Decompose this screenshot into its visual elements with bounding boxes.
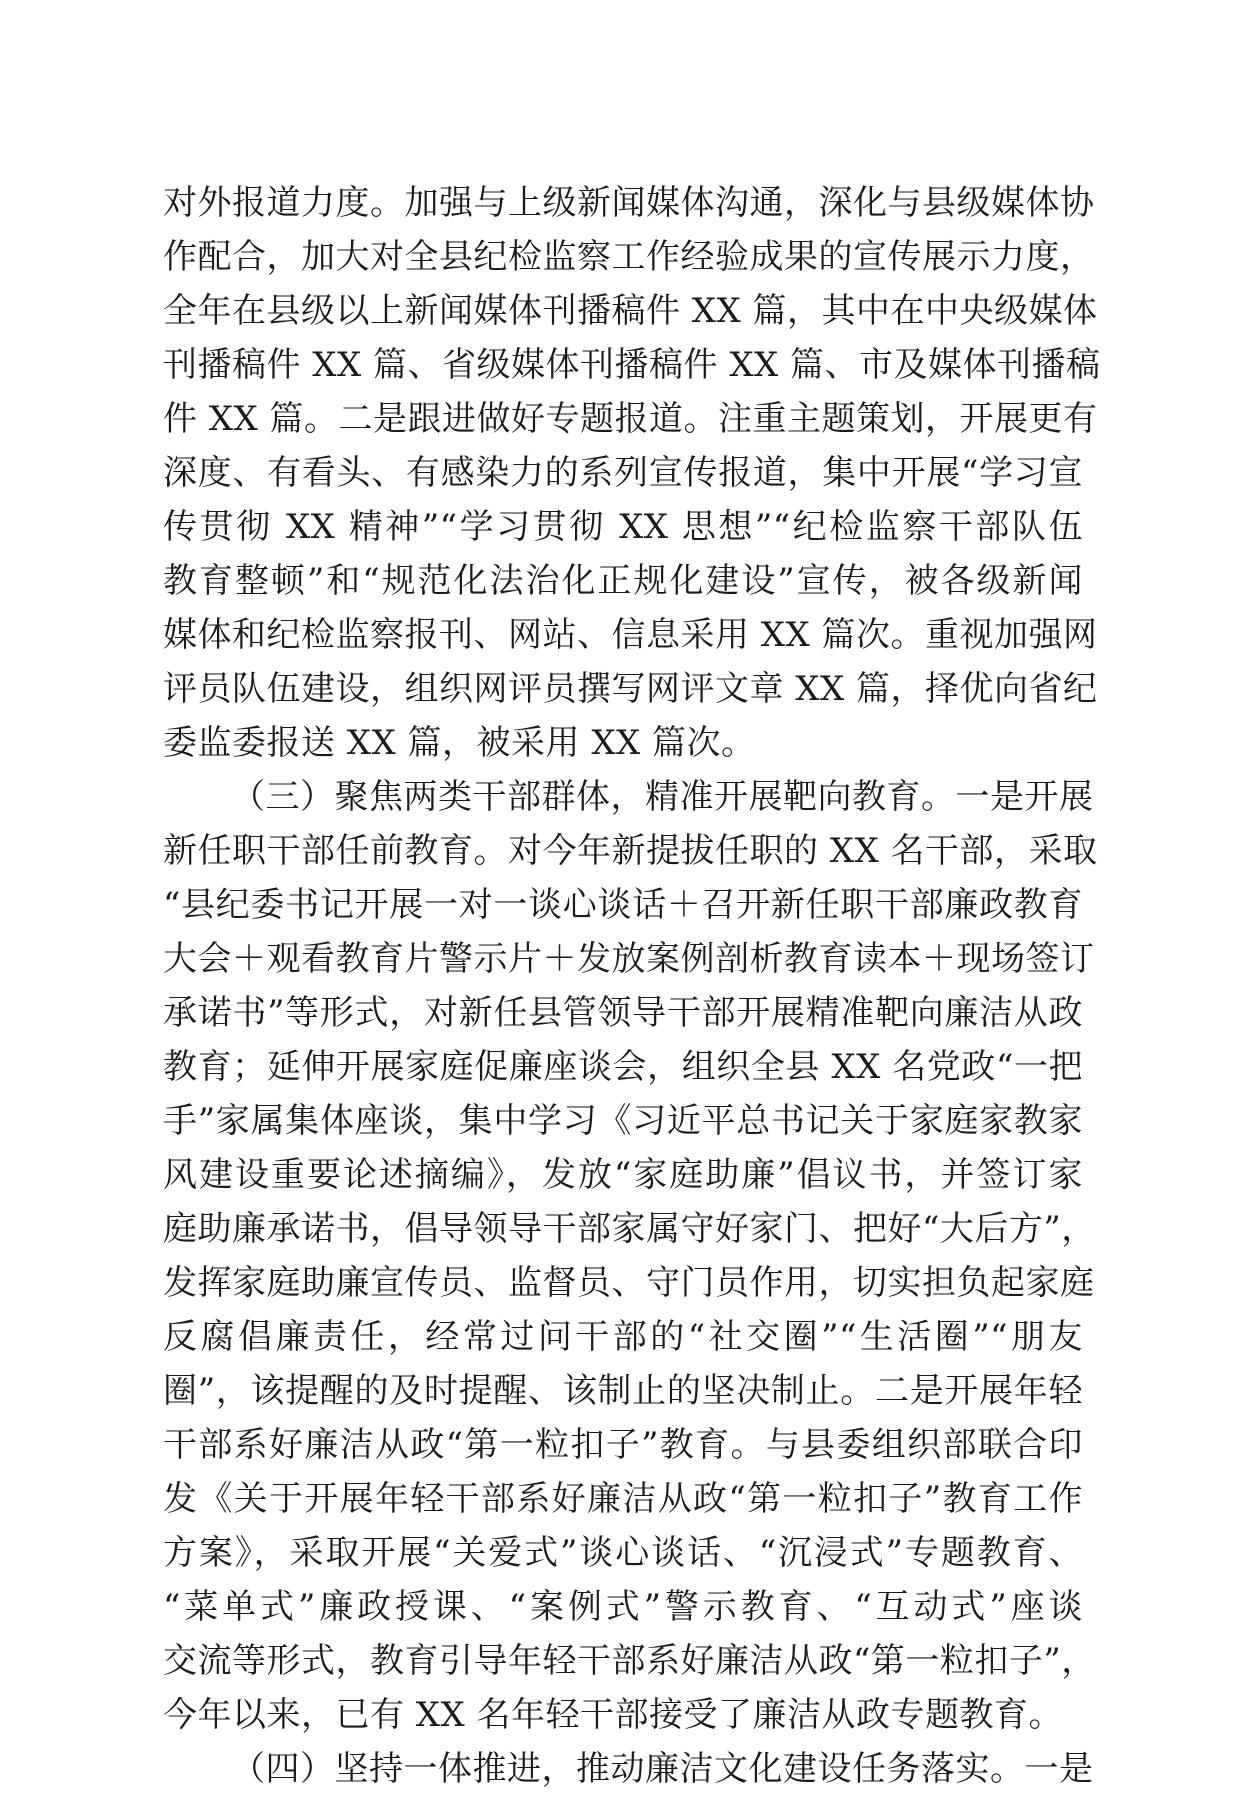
text-line: 庭助廉承诺书，倡导领导干部家属守好家门、把好“大后方”， [163,1209,1096,1249]
text-line: 大会＋观看教育片警示片＋发放案例剖析教育读本＋现场签订 [163,939,1095,979]
section-heading-line: （四）坚持一体推进，推动廉洁文化建设任务落实。一是 [231,1749,1094,1789]
text-line: 手”家属集体座谈，集中学习《习近平总书记关于家庭家教家 [163,1101,1083,1141]
text-line: “县纪委书记开展一对一谈心谈话＋召开新任职干部廉政教育 [163,885,1083,925]
text-line: “菜单式”廉政授课、“案例式”警示教育、“互动式”座谈 [163,1587,1083,1627]
text-line: 媒体和纪检监察报刊、网站、信息采用 XX 篇次。重视加强网 [163,615,1098,655]
text-line: 方案》，采取开展“关爱式”谈心谈话、“沉浸式”专题教育、 [163,1533,1083,1573]
text-line: 件 XX 篇。二是跟进做好专题报道。注重主题策划，开展更有 [163,399,1098,439]
text-line: 评员队伍建设，组织网评员撰写网评文章 XX 篇，择优向省纪 [163,669,1098,709]
text-line: 干部系好廉洁从政“第一粒扣子”教育。与县委组织部联合印 [163,1425,1083,1465]
text-line: 深度、有看头、有感染力的系列宣传报道，集中开展“学习宣 [163,453,1083,493]
section-heading-line: （三）聚焦两类干部群体，精准开展靶向教育。一是开展 [231,777,1094,817]
text-line: 承诺书”等形式，对新任县管领导干部开展精准靶向廉洁从政 [163,993,1083,1033]
text-line: 发《关于开展年轻干部系好廉洁从政“第一粒扣子”教育工作 [163,1479,1083,1519]
body-text [163,176,1101,1796]
text-line: 风建设重要论述摘编》，发放“家庭助廉”倡议书，并签订家 [163,1155,1083,1195]
text-line: 刊播稿件 XX 篇、省级媒体刊播稿件 XX 篇、市及媒体刊播稿 [163,345,1101,385]
text-line: 教育整顿”和“规范化法治化正规化建设”宣传，被各级新闻 [163,561,1083,601]
text-line: 新任职干部任前教育。对今年新提拔任职的 XX 名干部，采取 [163,831,1098,871]
text-line: 对外报道力度。加强与上级新闻媒体沟通，深化与县级媒体协 [163,183,1095,223]
text-line: 作配合，加大对全县纪检监察工作经验成果的宣传展示力度， [163,237,1095,277]
text-line: 交流等形式，教育引导年轻干部系好廉洁从政“第一粒扣子”， [163,1641,1096,1681]
text-line: 传贯彻 XX 精神”“学习贯彻 XX 思想”“纪检监察干部队伍 [163,507,1083,547]
text-line: 反腐倡廉责任，经常过问干部的“社交圈”“生活圈”“朋友 [163,1317,1083,1357]
text-line: 全年在县级以上新闻媒体刊播稿件 XX 篇，其中在中央级媒体 [163,291,1098,331]
text-line: 委监委报送 XX 篇，被采用 XX 篇次。 [163,723,756,763]
text-line: 教育；延伸开展家庭促廉座谈会，组织全县 XX 名党政“一把 [163,1047,1083,1087]
text-line: 圈”，该提醒的及时提醒、该制止的坚决制止。二是开展年轻 [163,1371,1083,1411]
text-line: 今年以来，已有 XX 名年轻干部接受了廉洁从政专题教育。 [163,1695,1064,1735]
text-line: 发挥家庭助廉宣传员、监督员、守门员作用，切实担负起家庭 [163,1263,1095,1303]
